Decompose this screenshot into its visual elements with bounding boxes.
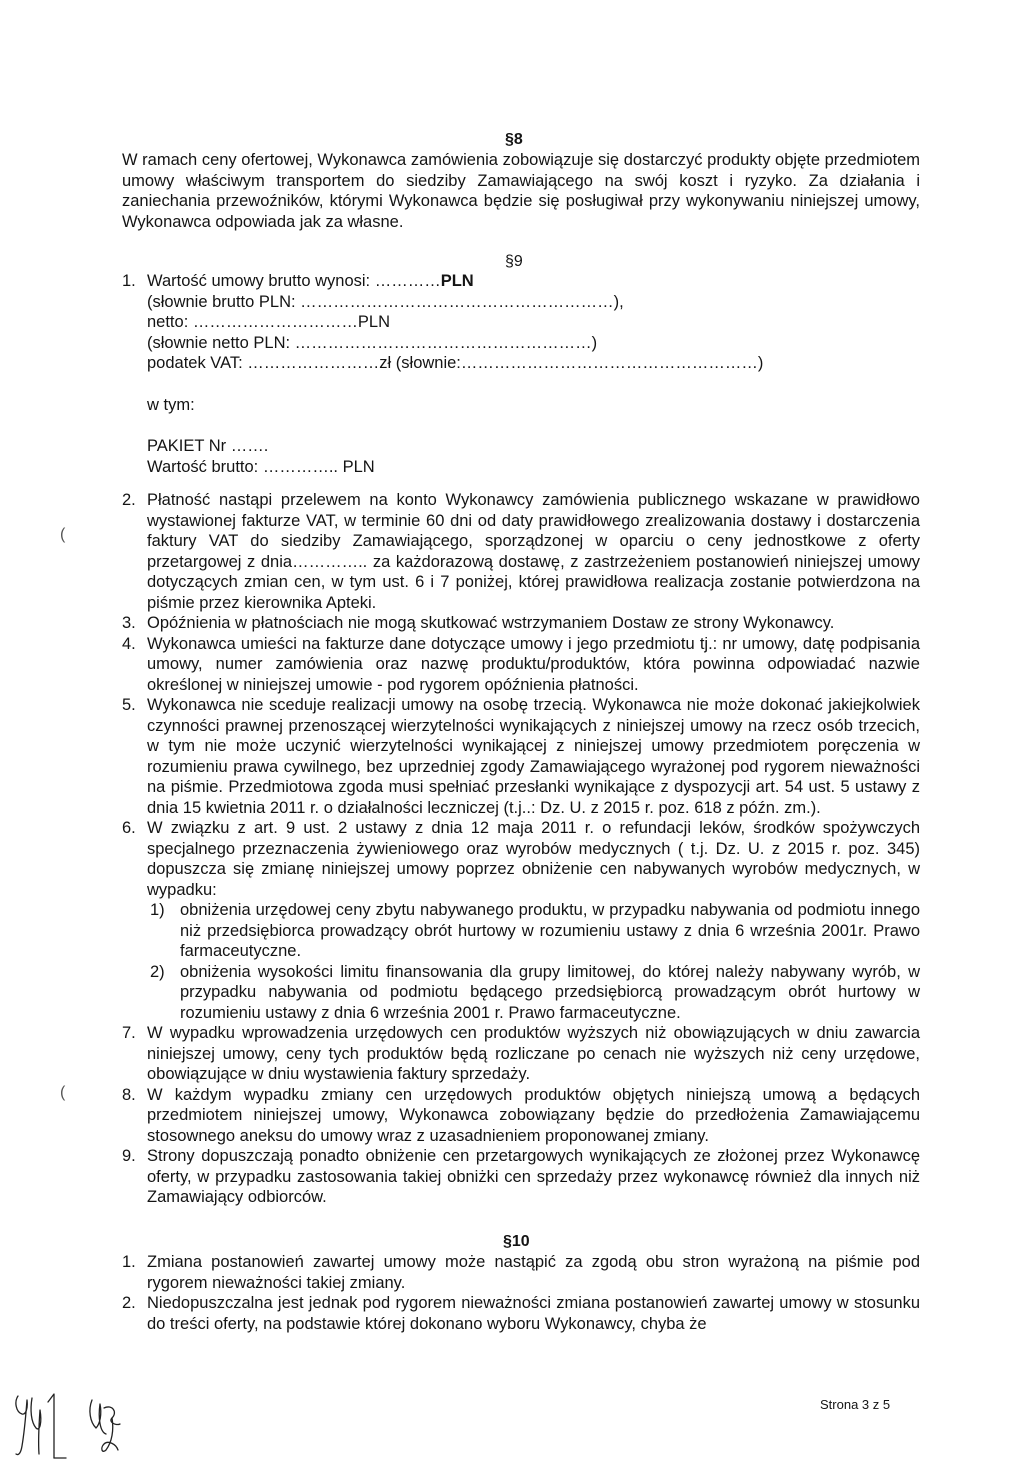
contract-value-unit: PLN (440, 272, 474, 290)
netto-label: netto: (147, 313, 189, 331)
pakiet-number: PAKIET Nr ……. (147, 437, 269, 455)
item-text: Opóźnienia w płatnościach nie mogą skutkować wstrzymaniem Dostaw ze strony Wykonawcy. (147, 614, 835, 632)
gross-in-words: (słownie brutto PLN: …………………………………………………), (147, 292, 624, 311)
item-number: 4. (122, 634, 136, 653)
item-text: Strony dopuszczają ponadto obniżenie cen przetargowych wynikających ze złożonej przez Wykonawcę oferty, w przypadku zastosowania takiej obniżki cen sprzedaży przez wykonawcę również dla innych niż Zamawiający odbiorców. (147, 1147, 920, 1206)
sub-item-text: obniżenia urzędowej ceny zbytu nabywanego produktu, w przypadku nabywania od podmiotu innego niż przedsiębiorca prowadzący obrót hurtowy w rozumieniu ustawy z dnia 6 września 2001r. Prawo farmaceutyczne. (180, 901, 920, 960)
vat-line: podatek VAT: ……………………zł (słownie:………………………………………………) (147, 354, 764, 372)
section-heading-9: §9 (505, 253, 523, 270)
netto-line (147, 312, 847, 333)
section-heading-8: §8 (505, 131, 523, 148)
item-text: Płatność nastąpi przelewem na konto Wykonawcy zamówienia publicznego wskazane w prawidłowo wystawionej fakturze VAT, w terminie 60 dni od daty prawidłowego zrealizowania dostawy i dostarczenia faktury VAT do siedziby Zamawiającego, sporządzonej w oparciu o ceny jednostkowe z oferty przetargowej z dnia………….. za każdorazową dostawę, z zastrzeżeniem postanowień niniejszej umowy dotyczących zmian cen, w tym ust. 6 i 7 poniżej, której prawidłowa realizacja zostanie potwierdzona na piśmie przez kierownika Apteki. (147, 491, 920, 612)
margin-mark: ( (60, 526, 66, 543)
sub-item-text: obniżenia wysokości limitu finansowania dla grupy limitowej, do której należy nabywany wyrób, w przypadku nabywania od podmiotu będącego przedsiębiorcą prowadzącym obrót hurtowy w rozumieniu ustawy z dnia 6 września 2001 r. Prawo farmaceutyczne. (180, 962, 920, 1022)
item-number: 1. (122, 1253, 136, 1271)
sub-list-item (122, 962, 920, 1024)
item-text: Zmiana postanowień zawartej umowy może nastąpić za zgodą obu stron wyrażoną na piśmie pod rygorem nieważności takiej zmiany. (147, 1253, 920, 1292)
item-number: 7. (122, 1024, 136, 1042)
handwritten-signature (8, 1388, 148, 1460)
item-number: 2. (122, 1294, 136, 1312)
item-number: 1. (122, 272, 136, 290)
netto-unit: PLN (357, 313, 390, 331)
item-number: 6. (122, 819, 136, 837)
list-item (122, 1252, 920, 1293)
contract-value-line (147, 271, 847, 292)
item-text: Niedopuszczalna jest jednak pod rygorem nieważności zmiana postanowień zawartej umowy w stosunku do treści oferty, na podstawie której dokonano wyboru Wykonawcy, chyba że (147, 1294, 920, 1333)
list-item (122, 818, 920, 900)
section-9-list (122, 490, 920, 1208)
sub-item-number: 2) (150, 962, 165, 981)
contract-value-label: Wartość umowy brutto wynosi: (147, 272, 371, 290)
pakiet-gross-value: Wartość brutto: ………….. PLN (147, 457, 375, 476)
netto-dots: ………………………… (192, 313, 358, 331)
list-item (122, 613, 920, 634)
list-item (122, 1023, 920, 1085)
contract-value-dots: ………… (374, 272, 441, 290)
item-text: W każdym wypadku zmiany cen urzędowych produktów objętych niniejszą umową a będących przedmiotem niniejszej umowy, Wykonawca zobowiązany będzie do przedłożenia Zamawiającemu stosownego aneksu do umowy wraz z uzasadnieniem proponowanej zmiany. (147, 1085, 920, 1145)
item-text: W wypadku wprowadzenia urzędowych cen produktów wyższych niż obowiązujących w dniu zawarcia niniejszej umowy, ceny tych produktów będą rozliczane po cenach nie wyższych niż ceny urzędowe, obowiązujące w dniu wystawienia faktury sprzedaży. (147, 1024, 920, 1083)
w-tym-label: w tym: (147, 395, 195, 414)
margin-mark: ( (60, 1084, 66, 1101)
list-item (122, 695, 920, 818)
section-10-list (122, 1252, 920, 1334)
list-item (122, 1293, 920, 1334)
item-number: 9. (122, 1147, 136, 1165)
list-item (122, 1146, 920, 1208)
item-number: 2. (122, 491, 136, 509)
item-text: W związku z art. 9 ust. 2 ustawy z dnia 12 maja 2011 r. o refundacji leków, środków spożywczych specjalnego przeznaczenia żywieniowego oraz wyrobów medycznych ( t.j. Dz. U. z 2015 r. poz. 345) dopuszcza się zmianę niniejszej umowy poprzez obniżenie cen nabywanych wyrobów medycznych, w wypadku: (147, 819, 920, 899)
item-text: Wykonawca nie sceduje realizacji umowy na osobę trzecią. Wykonawca nie może dokonać jakiejkolwiek czynności prawnej przenoszącej wierzytelności wynikających z niniejszej umowy na rzecz osób trzecich, w tym nie może uczynić wierzytelności wynikającej z niniejszej umowy przedmiotem poręczenia w rozumieniu prawa cywilnego, bez uprzedniej zgody Zamawiającego wyrażonej pod rygorem nieważności na piśmie. Przedmiotowa zgoda musi spełniać przesłanki wynikające z dyspozycji art. 54 ust. 5 ustawy z dnia 15 kwietnia 2011 r. o działalności leczniczej (t.j..: Dz. U. z 2015 r. poz. 618 z późn. zm.). (147, 696, 920, 817)
list-item (122, 634, 920, 696)
item-number: 3. (122, 614, 136, 632)
section-heading-10: §10 (503, 1233, 530, 1250)
sub-item-number: 1) (150, 901, 165, 919)
section-8-paragraph: W ramach ceny ofertowej, Wykonawca zamówienia zobowiązuje się dostarczyć produkty objęte przedmiotem umowy właściwym transportem do siedziby Zamawiającego na swój koszt i ryzyko. Za działania i zaniechania przewoźników, którymi Wykonawca będzie się posługiwał przy wykonywaniu niniejszej umowy, Wykonawca odpowiada jak za własne. (122, 151, 920, 231)
item-text: Wykonawca umieści na fakturze dane dotyczące umowy i jego przedmiotu tj.: nr umowy, datę podpisania umowy, numer zamówienia oraz nazwę produktu/produktów, która powinna odpowiadać nazwie określonej w niniejszej umowie - pod rygorem opóźnienia płatności. (147, 634, 920, 694)
list-item (122, 490, 920, 613)
netto-in-words: (słownie netto PLN: ………………………………………………) (147, 333, 598, 352)
sub-list-item (122, 900, 920, 962)
list-item (122, 1085, 920, 1147)
item-number: 5. (122, 696, 136, 714)
item-number: 8. (122, 1085, 136, 1104)
page-number: Strona 3 z 5 (820, 1397, 891, 1412)
